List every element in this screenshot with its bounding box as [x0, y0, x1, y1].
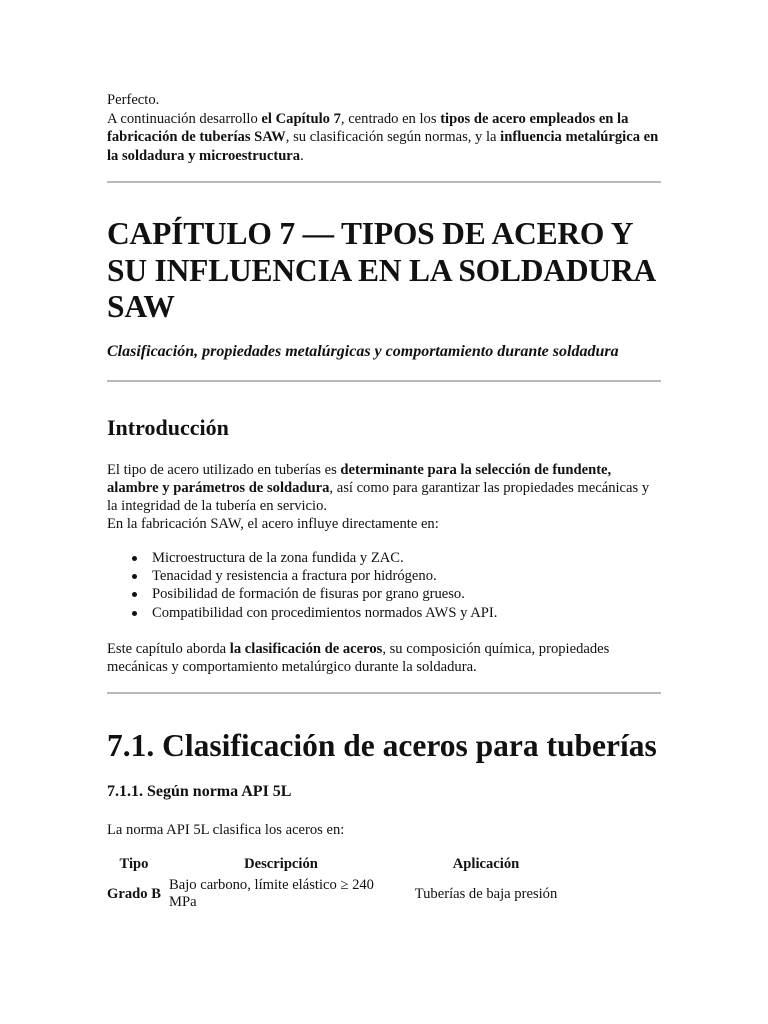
cell-aplicacion: Tuberías de baja presión	[414, 885, 558, 902]
column-header-descripcion: Descripción	[244, 856, 318, 872]
cell-tipo: Grado B	[107, 885, 161, 902]
list-item: Tenacidad y resistencia a fractura por hidrógeno.	[152, 567, 661, 585]
intro-text-2: , centrado en los	[340, 110, 441, 127]
introduccion-p3-text: Este capítulo aborda	[107, 641, 230, 657]
intro-block	[107, 91, 661, 165]
intro-bold-influence: influencia metalúrgica en la soldadura y microestructura	[107, 129, 659, 164]
bullet-list	[107, 549, 661, 622]
section-7-1-heading: 7.1. Clasificación de aceros para tuberías	[107, 728, 657, 763]
introduccion-p2: En la fabricación SAW, el acero influye directamente en:	[107, 516, 439, 532]
divider	[107, 181, 661, 183]
chapter-title: CAPÍTULO 7 — TIPOS DE ACERO Y SU INFLUENCIA EN LA SOLDADURA SAW	[107, 216, 655, 324]
introduccion-heading: Introducción	[107, 415, 229, 440]
introduccion-p3-bold: la clasificación de aceros	[229, 641, 383, 657]
column-header-aplicacion: Aplicación	[452, 856, 520, 872]
cell-descripcion: Bajo carbono, límite elástico ≥ 240 MPa	[169, 877, 374, 910]
lead-text: La norma API 5L clasifica los aceros en:	[107, 822, 345, 838]
intro-paragraph	[107, 110, 661, 166]
introduccion-paragraph-3	[107, 640, 661, 676]
table-row	[103, 875, 575, 913]
intro-greeting: Perfecto.	[107, 92, 160, 108]
divider	[107, 380, 661, 382]
intro-text-3: , su clasificación según normas, y la	[285, 129, 501, 145]
introduccion-p1-text-end: , así como para garantizar las propiedades mecánicas y la integridad de la tubería en servicio.	[107, 480, 650, 514]
list-item: Microestructura de la zona fundida y ZAC.	[152, 549, 661, 567]
intro-text-end: .	[300, 147, 304, 164]
intro-bold-steel-types: tipos de acero empleados en la fabricación de tuberías SAW	[107, 110, 629, 145]
api-5l-table	[103, 854, 575, 913]
list-item: Compatibilidad con procedimientos normados AWS y API.	[152, 604, 661, 622]
introduccion-p3	[107, 640, 661, 676]
divider	[107, 692, 661, 694]
introduccion-p1-bold: determinante para la selección de fundente, alambre y parámetros de soldadura	[107, 462, 612, 496]
section-7-1-1-heading: 7.1.1. Según norma API 5L	[107, 783, 292, 800]
table-header-row	[103, 854, 575, 875]
introduccion-p1	[107, 461, 661, 515]
chapter-subtitle: Clasificación, propiedades metalúrgicas y comportamiento durante soldadura	[107, 343, 619, 360]
list-item: Posibilidad de formación de fisuras por grano grueso.	[152, 585, 661, 603]
section-7-1-1-lead	[107, 821, 661, 839]
introduccion-paragraph-1	[107, 461, 661, 533]
column-header-tipo: Tipo	[119, 856, 149, 872]
intro-text-1: A continuación desarrollo	[107, 110, 262, 127]
introduccion-p3-text-end: , su composición química, propiedades mecánicas y comportamiento metalúrgico durante la soldadura.	[107, 641, 610, 675]
intro-bold-chapter: el Capítulo 7	[261, 110, 341, 127]
introduccion-p1-text: El tipo de acero utilizado en tuberías es	[107, 462, 341, 478]
